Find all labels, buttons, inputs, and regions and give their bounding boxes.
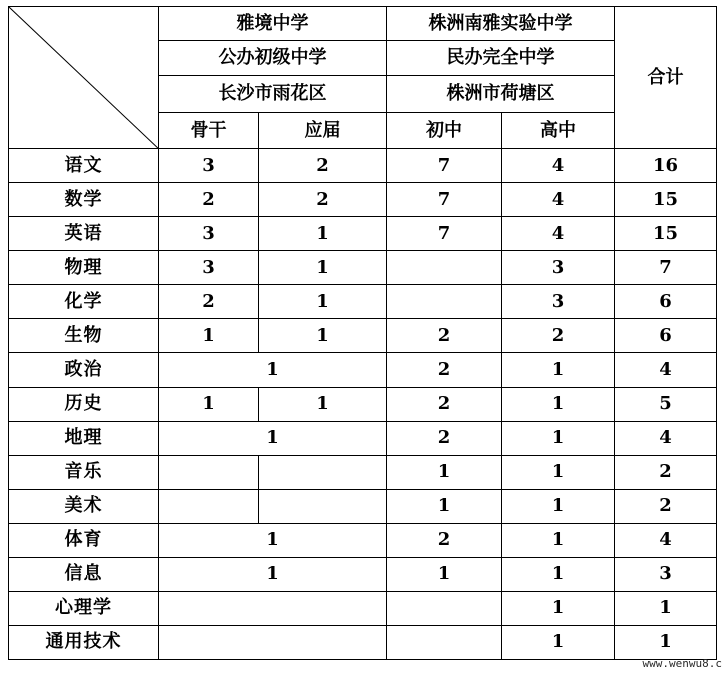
table-row bbox=[9, 251, 717, 285]
table-row bbox=[9, 183, 717, 217]
value-cell bbox=[259, 489, 387, 523]
subject-cell: 地理 bbox=[9, 421, 159, 455]
subcolumn-header: 骨干 bbox=[159, 113, 259, 149]
value-cell: 3 bbox=[502, 251, 615, 285]
total-cell: 16 bbox=[615, 149, 717, 183]
merged-value-cell bbox=[159, 625, 387, 659]
subcolumn-header: 初中 bbox=[387, 113, 502, 149]
value-cell: 2 bbox=[159, 285, 259, 319]
value-cell: 1 bbox=[259, 251, 387, 285]
value-cell: 3 bbox=[159, 149, 259, 183]
value-cell: 1 bbox=[387, 489, 502, 523]
subject-cell: 信息 bbox=[9, 557, 159, 591]
school-2-location: 株洲市荷塘区 bbox=[387, 76, 615, 113]
subject-cell: 生物 bbox=[9, 319, 159, 353]
table-row bbox=[9, 387, 717, 421]
value-cell: 1 bbox=[159, 387, 259, 421]
merged-value-cell: 1 bbox=[159, 421, 387, 455]
school-1-name: 雅境中学 bbox=[159, 7, 387, 41]
table-row bbox=[9, 353, 717, 387]
value-cell: 2 bbox=[387, 387, 502, 421]
subject-cell: 美术 bbox=[9, 489, 159, 523]
value-cell: 1 bbox=[387, 455, 502, 489]
total-cell: 1 bbox=[615, 625, 717, 659]
value-cell: 7 bbox=[387, 183, 502, 217]
value-cell: 2 bbox=[259, 183, 387, 217]
total-cell: 4 bbox=[615, 353, 717, 387]
watermark-text: www.wenwu8.c bbox=[642, 657, 722, 670]
value-cell: 4 bbox=[502, 149, 615, 183]
table-row bbox=[9, 149, 717, 183]
school-2-name: 株洲南雅实验中学 bbox=[387, 7, 615, 41]
value-cell bbox=[387, 251, 502, 285]
value-cell bbox=[159, 455, 259, 489]
value-cell: 7 bbox=[387, 217, 502, 251]
value-cell: 1 bbox=[502, 625, 615, 659]
total-cell: 6 bbox=[615, 319, 717, 353]
value-cell: 2 bbox=[259, 149, 387, 183]
value-cell: 2 bbox=[387, 421, 502, 455]
value-cell: 3 bbox=[159, 251, 259, 285]
value-cell bbox=[387, 285, 502, 319]
total-cell: 4 bbox=[615, 421, 717, 455]
table-row bbox=[9, 523, 717, 557]
header-row-school-name bbox=[9, 7, 717, 41]
total-cell: 15 bbox=[615, 183, 717, 217]
total-column-header: 合计 bbox=[615, 7, 717, 149]
table-row bbox=[9, 591, 717, 625]
merged-value-cell: 1 bbox=[159, 523, 387, 557]
merged-value-cell: 1 bbox=[159, 557, 387, 591]
total-cell: 4 bbox=[615, 523, 717, 557]
subject-cell: 心理学 bbox=[9, 591, 159, 625]
value-cell: 4 bbox=[502, 217, 615, 251]
value-cell: 1 bbox=[502, 557, 615, 591]
table-row bbox=[9, 285, 717, 319]
total-cell: 7 bbox=[615, 251, 717, 285]
subject-cell: 通用技术 bbox=[9, 625, 159, 659]
table-row bbox=[9, 217, 717, 251]
merged-value-cell bbox=[159, 591, 387, 625]
diagonal-corner-cell bbox=[9, 7, 159, 149]
value-cell: 7 bbox=[387, 149, 502, 183]
value-cell bbox=[159, 489, 259, 523]
table-row bbox=[9, 421, 717, 455]
table-row bbox=[9, 625, 717, 659]
value-cell: 3 bbox=[159, 217, 259, 251]
value-cell bbox=[387, 625, 502, 659]
subject-cell: 英语 bbox=[9, 217, 159, 251]
total-cell: 6 bbox=[615, 285, 717, 319]
subject-cell: 政治 bbox=[9, 353, 159, 387]
value-cell: 1 bbox=[259, 387, 387, 421]
value-cell bbox=[387, 591, 502, 625]
value-cell: 2 bbox=[387, 523, 502, 557]
subject-cell: 数学 bbox=[9, 183, 159, 217]
value-cell: 1 bbox=[502, 523, 615, 557]
total-cell: 5 bbox=[615, 387, 717, 421]
school-1-location: 长沙市雨花区 bbox=[159, 76, 387, 113]
value-cell: 1 bbox=[502, 421, 615, 455]
diagonal-line bbox=[9, 7, 158, 148]
table-row bbox=[9, 557, 717, 591]
subject-cell: 物理 bbox=[9, 251, 159, 285]
total-cell: 1 bbox=[615, 591, 717, 625]
value-cell: 4 bbox=[502, 183, 615, 217]
table-row bbox=[9, 455, 717, 489]
subcolumn-header: 应届 bbox=[259, 113, 387, 149]
value-cell: 1 bbox=[502, 489, 615, 523]
subject-cell: 音乐 bbox=[9, 455, 159, 489]
merged-value-cell: 1 bbox=[159, 353, 387, 387]
value-cell: 1 bbox=[502, 591, 615, 625]
subject-cell: 语文 bbox=[9, 149, 159, 183]
value-cell: 1 bbox=[502, 455, 615, 489]
teacher-allocation-table bbox=[8, 6, 717, 660]
value-cell: 3 bbox=[502, 285, 615, 319]
value-cell: 1 bbox=[502, 353, 615, 387]
total-cell: 2 bbox=[615, 489, 717, 523]
table-row bbox=[9, 489, 717, 523]
school-2-type: 民办完全中学 bbox=[387, 41, 615, 76]
table-row bbox=[9, 319, 717, 353]
value-cell: 1 bbox=[259, 217, 387, 251]
total-cell: 3 bbox=[615, 557, 717, 591]
value-cell: 1 bbox=[502, 387, 615, 421]
total-cell: 15 bbox=[615, 217, 717, 251]
value-cell: 2 bbox=[159, 183, 259, 217]
value-cell bbox=[259, 455, 387, 489]
value-cell: 1 bbox=[159, 319, 259, 353]
subject-cell: 历史 bbox=[9, 387, 159, 421]
value-cell: 2 bbox=[502, 319, 615, 353]
subject-cell: 化学 bbox=[9, 285, 159, 319]
value-cell: 2 bbox=[387, 319, 502, 353]
value-cell: 1 bbox=[259, 319, 387, 353]
subcolumn-header: 高中 bbox=[502, 113, 615, 149]
value-cell: 1 bbox=[259, 285, 387, 319]
subject-cell: 体育 bbox=[9, 523, 159, 557]
school-1-type: 公办初级中学 bbox=[159, 41, 387, 76]
value-cell: 2 bbox=[387, 353, 502, 387]
total-cell: 2 bbox=[615, 455, 717, 489]
value-cell: 1 bbox=[387, 557, 502, 591]
